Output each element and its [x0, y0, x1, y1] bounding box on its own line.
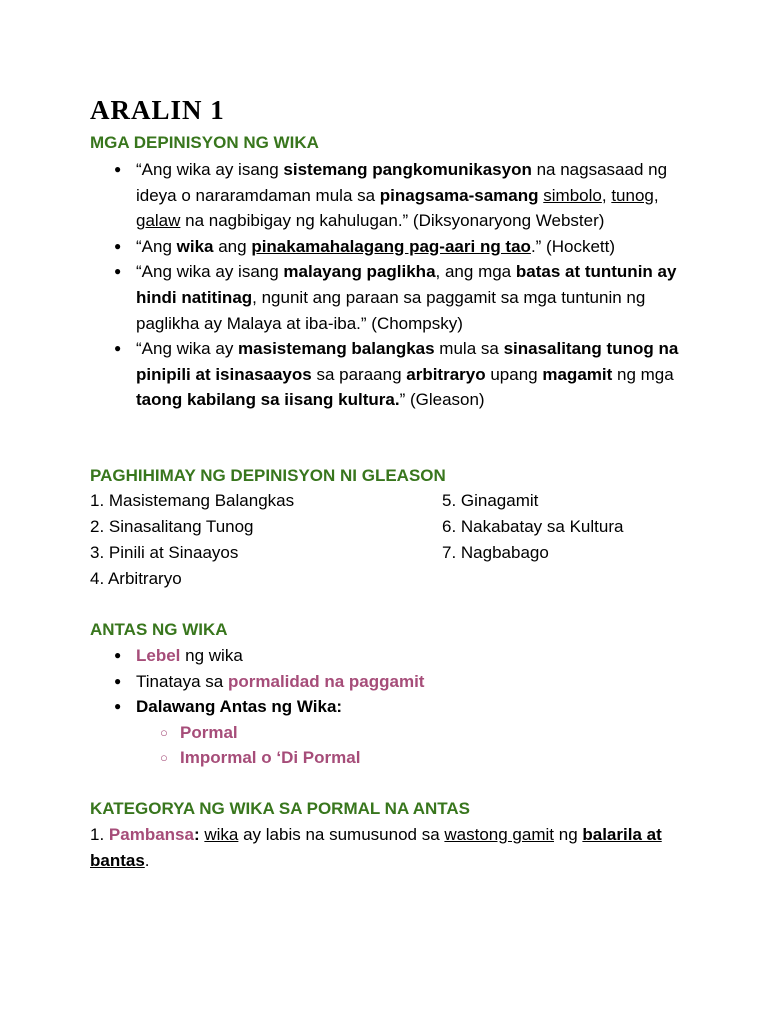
- bold-text: pinagsama-samang: [379, 185, 539, 205]
- text: “Ang wika ay isang: [136, 160, 284, 179]
- text: Tinataya sa: [136, 671, 228, 691]
- text: ang: [213, 236, 252, 256]
- sub-item-impormal: ○ Impormal o ‘Di Pormal: [136, 745, 690, 771]
- text: ay labis na sumusunod sa: [238, 825, 445, 844]
- text: na nagsasaad ng ideya o nararamdaman mula sa: [136, 160, 668, 205]
- bold-text: malayang paglikha: [283, 262, 436, 282]
- definition-gleason: [90, 336, 690, 413]
- bold-text: masistemang balangkas: [238, 339, 435, 359]
- definition-hockett: [90, 234, 690, 260]
- heading-paghihimay: PAGHIHIMAY NG DEPINISYON NI GLEASON: [90, 466, 446, 485]
- antas-item-lebel: [90, 643, 690, 669]
- gleason-list-col-2: [442, 488, 623, 566]
- list-item: 3. Pinili at Sinaayos: [90, 543, 239, 562]
- bold-text: sistemang pangkomunikasyon: [283, 160, 532, 179]
- antas-sub-list: [136, 720, 690, 771]
- bold-text: magamit: [542, 364, 613, 384]
- list-item: 4. Arbitraryo: [90, 569, 182, 588]
- antas-item-dalawang-antas: [90, 694, 690, 771]
- list-item: 1. Masistemang Balangkas: [90, 491, 295, 510]
- bold-text: sinasalitang tunog na pinipili at isinasaayos: [136, 339, 679, 384]
- underlined-text: galaw: [136, 211, 181, 231]
- list-item: 6. Nakabatay sa Kultura: [442, 517, 624, 536]
- list-item: 5. Ginagamit: [442, 491, 539, 510]
- sub-item-pormal: ○ Pormal: [136, 720, 690, 746]
- underlined-text: tunog: [611, 185, 654, 205]
- bold-text: wika: [176, 236, 214, 256]
- heading-kategorya: KATEGORYA NG WIKA SA PORMAL NA ANTAS: [90, 799, 470, 818]
- antas-list: [90, 643, 690, 771]
- text: .: [144, 850, 150, 870]
- accent-text: Pambansa: [108, 825, 194, 844]
- text: 1.: [90, 825, 109, 844]
- text: .” (Hockett): [530, 236, 615, 256]
- bold-text: :: [193, 825, 200, 844]
- heading-mga-depinisyon: MGA DEPINISYON NG WIKA: [90, 133, 319, 152]
- underlined-text: wastong gamit: [444, 825, 555, 844]
- bold-text: arbitraryo: [406, 364, 486, 384]
- bold-text: batas at tuntunin ay hindi natitinag: [136, 262, 677, 307]
- underlined-text: wika: [204, 825, 239, 844]
- text: , ang mga: [435, 262, 516, 282]
- antas-item-tinataya: [90, 669, 690, 695]
- definition-webster: [90, 157, 690, 234]
- text: ” (Gleason): [399, 390, 485, 410]
- bold-text: Dalawang Antas ng Wika:: [136, 697, 343, 717]
- text: ,: [601, 185, 612, 205]
- underlined-text: simbolo: [543, 185, 602, 205]
- text: sa paraang: [311, 364, 407, 384]
- heading-antas-ng-wika: ANTAS NG WIKA: [90, 620, 228, 639]
- text: “Ang: [136, 236, 177, 256]
- text: upang: [485, 364, 543, 384]
- list-item: 2. Sinasalitang Tunog: [90, 517, 254, 536]
- accent-text: pormalidad na paggamit: [227, 671, 425, 691]
- text: na nagbibigay ng kahulugan.” (Diksyonaryong Webster): [180, 211, 605, 231]
- bold-text: taong kabilang sa iisang kultura.: [136, 390, 400, 410]
- definition-chompsky: [90, 259, 690, 336]
- text: “Ang wika ay: [136, 339, 239, 359]
- page-title: ARALIN 1: [90, 95, 225, 125]
- list-item: 7. Nagbabago: [442, 543, 549, 562]
- text: “Ang wika ay isang: [136, 262, 284, 282]
- bold-underlined-text: pinakamahalagang pag-aari ng tao: [251, 236, 531, 256]
- text: , ngunit ang paraan sa paggamit sa mga tuntunin ng paglikha ay Malaya at iba-iba.” (Chompsky): [136, 287, 646, 333]
- text: ,: [653, 185, 659, 205]
- text: ng wika: [180, 646, 243, 665]
- bold-underlined-text: balarila at bantas: [90, 825, 662, 870]
- pambansa-paragraph: [90, 822, 690, 873]
- text: ng mga: [612, 364, 674, 384]
- text: mula sa: [434, 339, 504, 359]
- text: ng: [554, 825, 583, 844]
- accent-text: Lebel: [136, 646, 181, 665]
- definitions-list: [90, 157, 690, 413]
- gleason-list-col-1: [90, 488, 294, 592]
